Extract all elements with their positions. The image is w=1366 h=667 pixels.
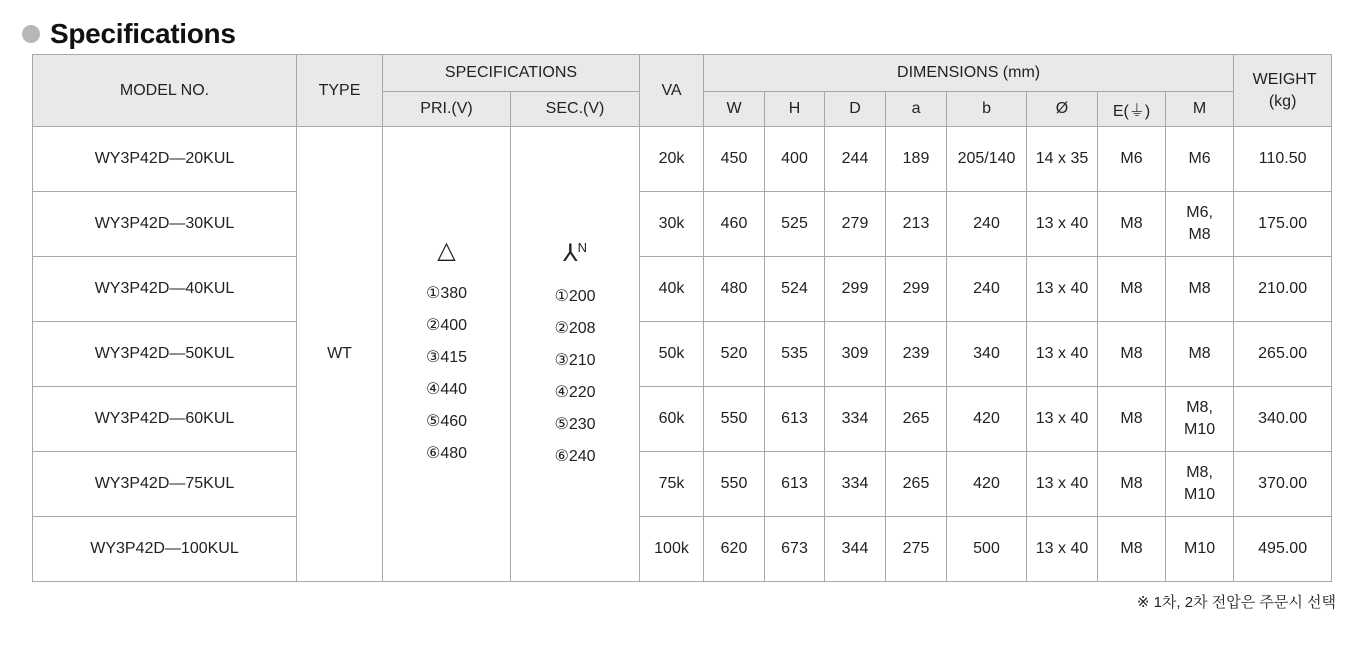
dim-value: 279 [841,215,869,232]
dim-value: M8 [1120,475,1143,492]
weight-cell: 340.00 [1234,387,1332,452]
dim-cell-m [1166,322,1234,387]
dim-value: M8, M10 [1184,399,1216,438]
dim-cell-e [1098,387,1166,452]
model-cell: WY3P42D—75KUL [33,452,297,517]
dim-cell-w [704,452,765,517]
dim-cell-a [886,257,947,322]
weight-cell: 370.00 [1234,452,1332,517]
dim-cell-b [947,452,1027,517]
type-cell: WT [297,127,383,582]
dim-cell-e [1098,127,1166,192]
wye-symbol: ⅄ [562,240,578,267]
header-pri: PRI.(V) [383,92,511,127]
dim-value: 613 [781,410,808,427]
weight-cell: 210.00 [1234,257,1332,322]
primary-voltage-option: ④440 [425,381,468,398]
weight-cell: 110.50 [1234,127,1332,192]
table-row [33,517,1332,582]
dim-cell-w [704,387,765,452]
dim-cell-d [825,257,886,322]
dim-value: 334 [841,475,869,492]
secondary-voltage-option: ⑤230 [554,416,596,433]
dim-value: 344 [841,540,869,557]
header-weight [1234,55,1332,127]
primary-voltage-cell [383,127,511,582]
dim-value: M8 [1120,540,1143,557]
dim-value: 340 [973,345,1000,362]
weight-cell: 495.00 [1234,517,1332,582]
dim-value: 450 [720,150,748,167]
va-cell: 20k [640,127,704,192]
model-cell: WY3P42D—60KUL [33,387,297,452]
section-heading [22,17,236,51]
header-dim-w: W [704,92,765,127]
dim-cell-m [1166,517,1234,582]
dim-cell-e [1098,322,1166,387]
dim-value: 613 [781,475,808,492]
va-cell: 60k [640,387,704,452]
dim-cell-b [947,387,1027,452]
dim-cell-m [1166,257,1234,322]
dim-value: 13 x 40 [1035,345,1089,362]
dim-value: M8 [1120,410,1143,427]
header-dim-m: M [1166,92,1234,127]
table-row [33,387,1332,452]
weight-cell: 265.00 [1234,322,1332,387]
header-sec: SEC.(V) [511,92,640,127]
dim-cell-m [1166,387,1234,452]
dim-value: 309 [841,345,869,362]
va-cell: 75k [640,452,704,517]
va-cell: 30k [640,192,704,257]
dim-value: 520 [720,345,748,362]
dim-value: M8 [1120,345,1143,362]
header-dim-b: b [947,92,1027,127]
dim-cell-w [704,127,765,192]
dim-value: 244 [841,150,869,167]
dim-value: 13 x 40 [1035,540,1089,557]
dim-value: M8 [1188,345,1211,362]
dim-cell-d [825,322,886,387]
dim-cell-a [886,452,947,517]
dim-cell-dia [1027,322,1098,387]
dim-value: 480 [720,280,748,297]
section-title: Specifications [50,18,236,49]
dim-cell-b [947,192,1027,257]
dim-cell-h [765,192,825,257]
dim-cell-d [825,452,886,517]
header-dim-d: D [825,92,886,127]
dim-cell-e [1098,192,1166,257]
specifications-table [32,54,1332,582]
header-type: TYPE [297,55,383,127]
header-dim-earth: E(⏚) [1098,92,1166,127]
dim-value: 420 [973,410,1000,427]
primary-voltage-option: ①380 [425,285,468,302]
bullet-icon [22,25,40,43]
dim-cell-a [886,322,947,387]
primary-voltage-option: ⑥480 [425,445,468,462]
dim-cell-m [1166,127,1234,192]
dim-cell-b [947,322,1027,387]
table-row [33,127,1332,192]
primary-voltage-option: ③415 [425,349,468,366]
dim-cell-e [1098,452,1166,517]
dim-cell-d [825,387,886,452]
model-cell: WY3P42D—20KUL [33,127,297,192]
dim-value: 13 x 40 [1035,215,1089,232]
dim-value: 535 [781,345,808,362]
dim-cell-dia [1027,517,1098,582]
dim-value: 334 [841,410,869,427]
model-cell: WY3P42D—30KUL [33,192,297,257]
dim-cell-w [704,192,765,257]
dim-value: 265 [902,410,930,427]
secondary-voltage-cell [511,127,640,582]
weight-cell: 175.00 [1234,192,1332,257]
dim-value: 420 [973,475,1000,492]
model-cell: WY3P42D—50KUL [33,322,297,387]
secondary-voltage-option: ①200 [554,288,596,305]
dim-cell-a [886,192,947,257]
dim-cell-h [765,322,825,387]
dim-value: M6 [1120,150,1143,167]
dim-cell-e [1098,257,1166,322]
dim-cell-a [886,387,947,452]
dim-value: M8, M10 [1184,464,1216,503]
dim-cell-h [765,517,825,582]
secondary-voltage-option: ③210 [554,352,596,369]
dim-cell-d [825,192,886,257]
header-dim-a: a [886,92,947,127]
primary-voltage-option: ②400 [425,317,468,334]
dim-value: M6, M8 [1186,204,1213,243]
dim-cell-w [704,257,765,322]
wye-symbol-icon [511,235,639,267]
order-note: ※ 1차, 2차 전압은 주문시 선택 [1136,594,1336,611]
dim-value: 620 [720,540,748,557]
primary-voltage-option: ⑤460 [425,413,468,430]
dim-cell-a [886,127,947,192]
dim-value: 13 x 40 [1035,410,1089,427]
dim-cell-h [765,452,825,517]
table-row [33,257,1332,322]
dim-value: M8 [1188,280,1211,297]
dim-value: 239 [902,345,930,362]
dim-cell-d [825,517,886,582]
header-weight-label: WEIGHT (kg) [1252,70,1317,110]
dim-value: 500 [973,540,1000,557]
dim-value: 525 [781,215,808,232]
dim-cell-w [704,517,765,582]
dim-cell-m [1166,192,1234,257]
dim-value: 213 [902,215,930,232]
dim-value: 13 x 40 [1035,280,1089,297]
dim-value: 400 [781,150,808,167]
dim-value: M8 [1120,215,1143,232]
dim-value: 550 [720,410,748,427]
dim-value: 14 x 35 [1035,150,1089,167]
dim-cell-b [947,517,1027,582]
dim-cell-dia [1027,192,1098,257]
dim-value: 460 [720,215,748,232]
dim-cell-h [765,257,825,322]
dim-value: 550 [720,475,748,492]
dim-value: 299 [841,280,869,297]
dim-value: M8 [1120,280,1143,297]
secondary-voltage-option: ⑥240 [554,448,596,465]
header-dim-diameter: Ø [1027,92,1098,127]
dim-cell-dia [1027,127,1098,192]
table-row [33,192,1332,257]
va-cell: 100k [640,517,704,582]
dim-value: M6 [1188,150,1211,167]
header-va: VA [640,55,704,127]
dim-cell-b [947,257,1027,322]
dim-value: 299 [902,280,930,297]
header-specifications: SPECIFICATIONS [383,55,640,92]
header-dim-h: H [765,92,825,127]
dim-cell-d [825,127,886,192]
dim-cell-h [765,387,825,452]
dim-value: 524 [781,280,808,297]
header-model: MODEL NO. [33,55,297,127]
dim-cell-m [1166,452,1234,517]
dim-cell-dia [1027,257,1098,322]
dim-value: 240 [973,215,1000,232]
dim-value: 205/140 [957,150,1016,167]
neutral-label: N [577,240,588,255]
header-dimensions: DIMENSIONS (mm) [704,55,1234,92]
table-row [33,322,1332,387]
dim-value: 673 [781,540,808,557]
delta-symbol-icon: △ [437,237,456,264]
dim-value: M10 [1184,540,1216,557]
va-cell: 40k [640,257,704,322]
va-cell: 50k [640,322,704,387]
dim-value: 275 [902,540,930,557]
dim-value: 189 [902,150,930,167]
dim-cell-dia [1027,387,1098,452]
dim-value: 265 [902,475,930,492]
dim-value: 240 [973,280,1000,297]
secondary-voltage-option: ②208 [554,320,596,337]
dim-cell-w [704,322,765,387]
dim-cell-dia [1027,452,1098,517]
table-row [33,452,1332,517]
secondary-voltage-option: ④220 [554,384,596,401]
dim-cell-b [947,127,1027,192]
dim-cell-a [886,517,947,582]
model-cell: WY3P42D—40KUL [33,257,297,322]
dim-cell-e [1098,517,1166,582]
dim-cell-h [765,127,825,192]
model-cell: WY3P42D—100KUL [33,517,297,582]
dim-value: 13 x 40 [1035,475,1089,492]
